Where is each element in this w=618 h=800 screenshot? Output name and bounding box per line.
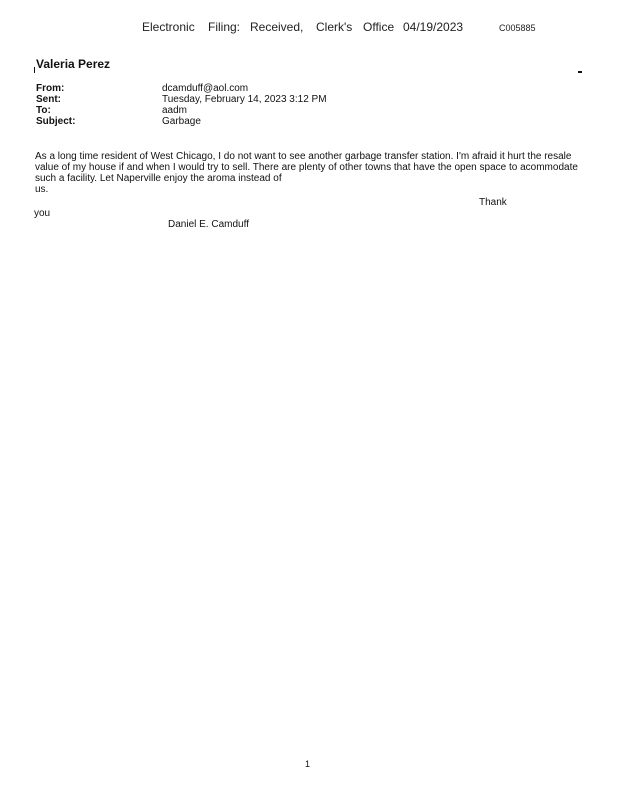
divider-tick-left	[34, 67, 35, 73]
closing-thank: Thank	[479, 197, 507, 208]
sent-value: Tuesday, February 14, 2023 3:12 PM	[162, 94, 327, 105]
header-sent-row	[36, 94, 327, 105]
header-to-row	[36, 105, 327, 116]
sender-name: Valeria Perez	[36, 57, 111, 71]
stamp-filing: Filing:	[208, 20, 241, 34]
from-value: dcamduff@aol.com	[162, 83, 249, 94]
email-headers	[36, 83, 327, 127]
header-from-row	[36, 83, 327, 94]
stamp-office: Office	[363, 20, 395, 34]
to-value: aadm	[162, 105, 188, 116]
page-number: 1	[305, 759, 311, 769]
email-body	[35, 151, 585, 195]
divider-tick-right	[578, 71, 582, 73]
header-subject-row	[36, 116, 327, 127]
to-label: To:	[36, 105, 51, 116]
subject-value: Garbage	[162, 116, 201, 127]
document-id: C005885	[499, 23, 536, 33]
subject-label: Subject:	[36, 116, 76, 127]
sent-label: Sent:	[36, 94, 61, 105]
filing-stamp	[0, 20, 618, 38]
body-paragraph-end: us.	[35, 184, 49, 195]
from-label: From:	[36, 83, 65, 94]
stamp-date: 04/19/2023	[403, 20, 464, 34]
stamp-electronic: Electronic	[142, 20, 195, 34]
closing-you: you	[34, 208, 51, 219]
stamp-clerks: Clerk's	[316, 20, 353, 34]
body-paragraph: As a long time resident of West Chicago, I do not want to see another garbage transfer station. I'm afraid it hurt the resale value of my house if and when I would try to sell. There are plenty of other towns that have the open space to acommodate such a facility. Let Naperville enjoy the aroma instead of	[35, 151, 578, 184]
stamp-received: Received,	[250, 20, 304, 34]
signature: Daniel E. Camduff	[168, 219, 249, 230]
